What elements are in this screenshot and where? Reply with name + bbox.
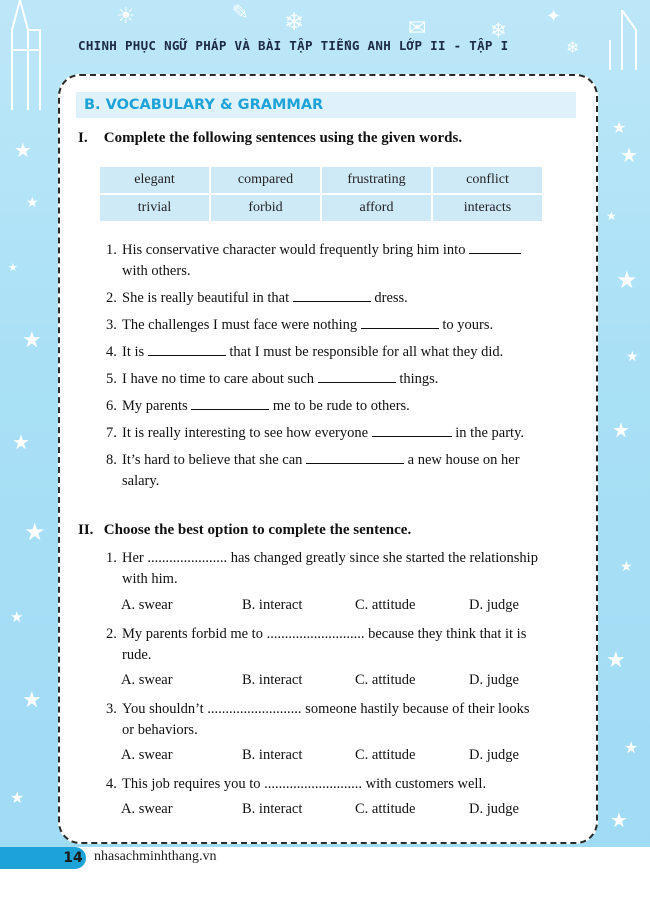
answer-blank[interactable]: ...................... [147, 550, 228, 566]
section-title: B. VOCABULARY & GRAMMAR [76, 92, 576, 118]
word-bank-cell: interacts [433, 195, 542, 221]
star-icon: ★ [14, 138, 32, 162]
word-bank-cell: forbid [211, 195, 320, 221]
snowflake-icon: ❄ [490, 18, 507, 42]
word-bank-cell: elegant [100, 167, 209, 193]
question-item: 4. This job requires you to ........................... with customers well. [106, 776, 487, 792]
exercise-2-instruction: Choose the best option to complete the sentence. [103, 522, 412, 538]
question-item: 3. The challenges I must face were nothing to yours. [106, 317, 494, 333]
question-item: 1. Her ...................... has changed greatly since she started the relationship with him. [106, 550, 538, 587]
exercise-2-number: II. [78, 522, 94, 538]
word-bank-cell: compared [211, 167, 320, 193]
star-icon: ★ [22, 688, 42, 713]
answer-blank[interactable] [469, 241, 521, 254]
answer-blank[interactable] [361, 316, 439, 329]
option-b[interactable]: B. interact [242, 597, 303, 613]
option-d[interactable]: D. judge [469, 801, 519, 817]
option-d[interactable]: D. judge [469, 597, 519, 613]
option-b[interactable]: B. interact [242, 672, 303, 688]
star-icon: ★ [606, 648, 626, 673]
answer-blank[interactable]: ........................... [266, 626, 365, 642]
option-a[interactable]: A. swear [121, 801, 173, 817]
answer-blank[interactable] [306, 451, 404, 464]
question-item: 3. You shouldn’t .......................... someone hastily because of their looks or behaviors. [106, 701, 530, 738]
exercise-1-number: I. [78, 130, 88, 146]
answer-blank[interactable]: ........................... [264, 776, 363, 792]
answer-blank[interactable] [148, 343, 226, 356]
exercise-1-heading [78, 130, 462, 147]
paperclip-icon: ✎ [232, 0, 249, 24]
answer-blank[interactable] [293, 289, 371, 302]
book-header-title: CHINH PHỤC NGỮ PHÁP VÀ BÀI TẬP TIẾNG ANH LỚP II - TẬP I [78, 38, 509, 53]
snowflake-icon: ❄ [566, 38, 580, 57]
question-item: 8. It’s hard to believe that she can a new house on her salary. [106, 452, 520, 489]
question-item: 2. She is really beautiful in that dress. [106, 290, 408, 306]
star-icon: ★ [624, 738, 639, 757]
bottom-margin [0, 869, 650, 922]
word-bank-cell: frustrating [322, 167, 431, 193]
option-a[interactable]: A. swear [121, 597, 173, 613]
star-icon: ★ [10, 788, 25, 807]
option-a[interactable]: A. swear [121, 747, 173, 763]
option-b[interactable]: B. interact [242, 801, 303, 817]
building-icon [592, 10, 650, 70]
butterfly-icon: ✦ [546, 6, 562, 27]
question-item: 7. It is really interesting to see how everyone in the party. [106, 425, 525, 441]
star-icon: ★ [620, 559, 633, 575]
star-icon: ★ [616, 266, 638, 294]
option-d[interactable]: D. judge [469, 747, 519, 763]
answer-blank[interactable] [318, 370, 396, 383]
option-d[interactable]: D. judge [469, 672, 519, 688]
star-icon: ★ [10, 608, 24, 626]
word-bank-cell: trivial [100, 195, 209, 221]
page-number: 14 [63, 850, 83, 866]
question-item: 4. It is that I must be responsible for all what they did. [106, 344, 504, 360]
star-icon: ★ [612, 118, 627, 137]
star-icon: ★ [22, 328, 42, 353]
star-icon: ★ [606, 209, 617, 223]
option-c[interactable]: C. attitude [355, 597, 416, 613]
star-icon: ★ [612, 418, 630, 442]
star-icon: ★ [626, 349, 639, 365]
answer-blank[interactable] [372, 424, 452, 437]
star-icon: ★ [8, 261, 18, 274]
answer-blank[interactable] [191, 397, 269, 410]
word-bank-cell: afford [322, 195, 431, 221]
star-icon: ★ [610, 808, 628, 832]
star-icon: ★ [12, 430, 30, 454]
star-icon: ★ [620, 143, 638, 167]
question-item: 6. My parents me to be rude to others. [106, 398, 410, 414]
question-item: 2. My parents forbid me to ........................... because they think that it is rude. [106, 626, 527, 663]
option-c[interactable]: C. attitude [355, 801, 416, 817]
question-item: 5. I have no time to care about such things. [106, 371, 439, 387]
answer-blank[interactable]: .......................... [207, 701, 302, 717]
tower-icon [0, 0, 60, 110]
option-c[interactable]: C. attitude [355, 747, 416, 763]
exercise-2-heading [78, 522, 411, 539]
envelope-icon: ✉ [408, 16, 427, 41]
lightbulb-icon: ☀ [116, 4, 136, 29]
question-item: 1. His conservative character would frequently bring him into with others. [106, 240, 580, 282]
word-bank-cell: conflict [433, 167, 542, 193]
option-b[interactable]: B. interact [242, 747, 303, 763]
exercise-1-instruction: Complete the following sentences using the given words. [103, 130, 463, 146]
snowflake-icon: ❄ [284, 8, 305, 36]
star-icon: ★ [24, 518, 46, 546]
option-c[interactable]: C. attitude [355, 672, 416, 688]
star-icon: ★ [26, 195, 39, 211]
website-link[interactable]: nhasachminhthang.vn [94, 849, 217, 864]
word-bank-table [98, 165, 544, 223]
option-a[interactable]: A. swear [121, 672, 173, 688]
